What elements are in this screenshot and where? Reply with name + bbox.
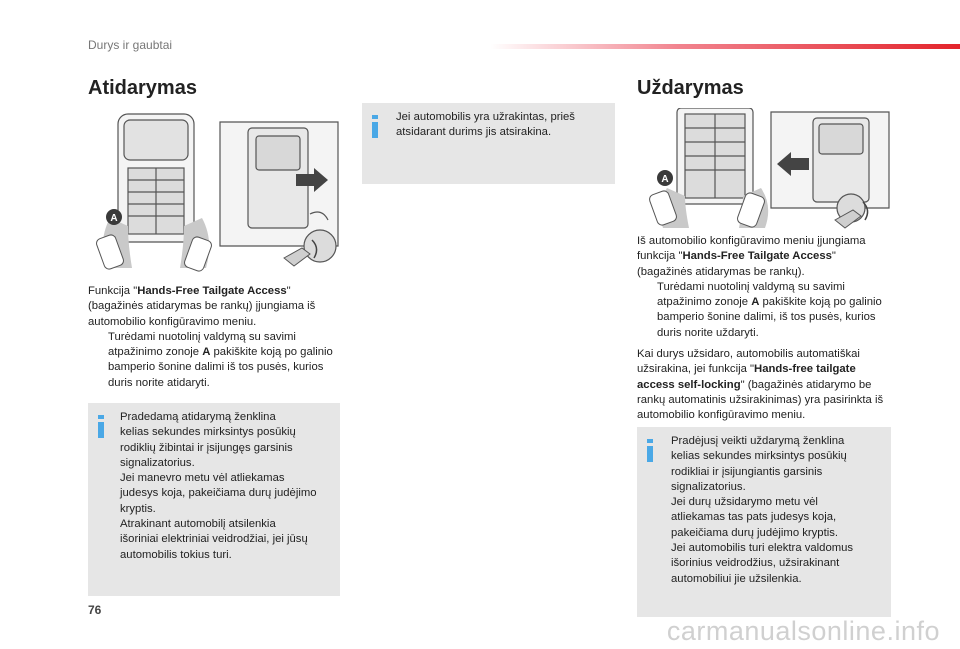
foot-icon (284, 248, 310, 266)
van-top-view (118, 114, 194, 242)
locked-vehicle-note: Jei automobilis yra užrakintas, prieš atsidarant durims jis atsirakina. (362, 103, 615, 184)
page-number: 76 (88, 603, 102, 617)
van-top-view (677, 108, 753, 204)
closing-info-note: Pradėjusį veikti uždarymą ženklina kelias sekundes mirksintys posūkių rodikliai ir įsijungiantis garsinis signalizatorius. Jei durų užsidarymo metu vėl atliekamas tas pats judesys koja, pakeičiama durų judėjimo kryptis. Jei automobilis turi elektra valdomus išorinius veidrodžius, užsirakinant automobiliui jie užsilenkia. (637, 427, 891, 617)
zone-a-label: A (661, 174, 669, 185)
closing-instruction: Turėdami nuotolinį valdymą su savimi atpažinimo zonoje A pakiškite koją po galinio bamperio šonine dalimi, iš tos pusės, kurios duris norite uždaryti. (637, 280, 891, 341)
zone-a-label: A (110, 213, 118, 224)
info-icon (372, 115, 378, 138)
closing-title: Uždarymas (637, 77, 744, 99)
bullet-marker-icon (637, 280, 657, 341)
van-side-view (220, 122, 338, 262)
opening-description: Funkcija "Hands-Free Tailgate Access" (bagažinės atidarymas be rankų) įjungiama iš automobilio konfigūravimo meniu. Turėdami nuotolinį valdymą su savimi atpažinimo zonoje A pakiškite koją po galinio bamperio šonine dalimi iš tos pusės, kurios duris norite atidaryti. (88, 284, 340, 391)
closing-illustration (637, 108, 891, 230)
info-icon (98, 415, 104, 438)
watermark: carmanualsonline.info (666, 616, 940, 646)
closing-description: Iš automobilio konfigūravimo meniu įjungiama funkcija "Hands-Free Tailgate Access" (bagažinės atidarymas be rankų). Turėdami nuotolinį valdymą su savimi atpažinimo zonoje A pakiškite koją po galinio bamperio šonine dalimi, iš tos pusės, kurios duris norite uždaryti. Kai durys užsidaro, automobilis automatiškai užsirakina, jei funkcija "Hands-free tailgate access self-locking" (bagažinės atidarymo be rankų automatinis užsirakinimas) yra pasirinkta iš automobilio konfigūravimo meniu. (637, 234, 891, 424)
header-accent-bar (490, 44, 960, 49)
opening-illustration (88, 108, 340, 276)
bullet-marker-icon (88, 330, 108, 391)
auto-lock-description: Kai durys užsidaro, automobilis automatiškai užsirakina, jei funkcija "Hands-free tailgate access self-locking" (bagažinės atidarymo be rankų automatinis užsirakinimas) yra pasirinkta iš automobilio konfigūravimo meniu. (637, 348, 884, 422)
info-icon (647, 439, 653, 462)
section-header: Durys ir gaubtai (88, 38, 173, 52)
opening-info-note: Pradedamą atidarymą ženklina kelias sekundes mirksintys posūkių rodiklių žibintai ir įsijungęs garsinis signalizatorius. Jei manevro metu vėl atliekamas judesys koja, pakeičiama durų judėjimo kryptis. Atrakinant automobilį atsilenkia išoriniai elektriniai veidrodžiai, jei jūsų automobilis tokius turi. (88, 403, 340, 596)
opening-instruction: Turėdami nuotolinį valdymą su savimi atpažinimo zonoje A pakiškite koją po galinio bamperio šonine dalimi iš tos pusės, kurios duris norite atidaryti. (88, 330, 340, 391)
opening-title: Atidarymas (88, 77, 197, 99)
